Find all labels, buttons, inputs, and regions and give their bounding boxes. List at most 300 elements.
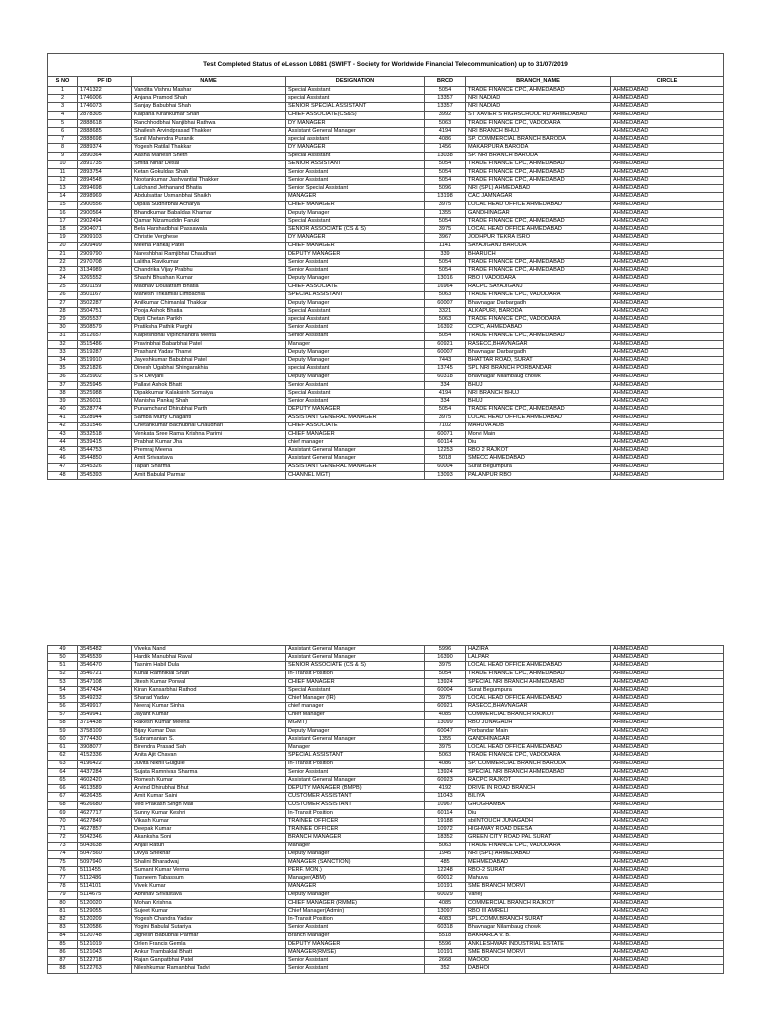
header-pfid: PF ID xyxy=(78,77,132,87)
table-row xyxy=(48,744,724,752)
cell-sno: 69 xyxy=(48,809,78,817)
cell-brcd: 60004 xyxy=(425,463,466,471)
table-row xyxy=(48,463,724,471)
cell-circle: AHMEDABAD xyxy=(611,686,724,694)
cell-circle: AHMEDABAD xyxy=(611,291,724,299)
cell-sno: 66 xyxy=(48,785,78,793)
cell-branch-name: DABHOI xyxy=(466,965,611,973)
cell-brcd: 5063 xyxy=(425,752,466,760)
cell-branch-name: SME BRANCH MORVI xyxy=(466,948,611,956)
cell-designation: CHIEF MANAGER xyxy=(286,430,425,438)
cell-brcd: 5054 xyxy=(425,332,466,340)
cell-brcd: 13038 xyxy=(425,152,466,160)
cell-branch-name: Bhavnagar Nilambaug chowk xyxy=(466,373,611,381)
cell-branch-name: Bhavnagar Darbargadh xyxy=(466,349,611,357)
cell-circle: AHMEDABAD xyxy=(611,299,724,307)
cell-sno: 75 xyxy=(48,858,78,866)
cell-sno: 54 xyxy=(48,686,78,694)
cell-sno: 70 xyxy=(48,817,78,825)
cell-name: Manisha Pankaj Shah xyxy=(132,398,286,406)
cell-name: Shalini Bharadwaj xyxy=(132,858,286,866)
cell-name: Chetankumar Bachubhai Chaudhari xyxy=(132,422,286,430)
cell-branch-name: Porbandar Main xyxy=(466,727,611,735)
cell-name: Ankur Trambaklal Bhatt xyxy=(132,948,286,956)
cell-name: Sumant Kumar Verma xyxy=(132,867,286,875)
table-row xyxy=(48,719,724,727)
cell-designation: Deputy Manager xyxy=(286,373,425,381)
table-row xyxy=(48,193,724,201)
cell-designation: Senior Assistant xyxy=(286,177,425,185)
cell-sno: 42 xyxy=(48,422,78,430)
cell-branch-name: NRI (SPL) AHMEDABAD xyxy=(466,850,611,858)
cell-pf-id: 3515486 xyxy=(78,340,132,348)
table-row xyxy=(48,809,724,817)
cell-circle: AHMEDABAD xyxy=(611,867,724,875)
cell-designation: CHANNEL MGT) xyxy=(286,471,425,479)
cell-brcd: 3975 xyxy=(425,201,466,209)
cell-circle: AHMEDABAD xyxy=(611,924,724,932)
cell-name: Pooja Ashok Bhatia xyxy=(132,308,286,316)
cell-designation: Chief Manager(Admin) xyxy=(286,908,425,916)
cell-name: Sujata Ramnivas Sharma xyxy=(132,768,286,776)
cell-sno: 77 xyxy=(48,875,78,883)
cell-brcd: 1456 xyxy=(425,144,466,152)
table-header-row xyxy=(48,77,724,87)
cell-pf-id: 3265552 xyxy=(78,275,132,283)
cell-sno: 40 xyxy=(48,406,78,414)
cell-brcd: 16964 xyxy=(425,283,466,291)
cell-sno: 32 xyxy=(48,340,78,348)
cell-sno: 45 xyxy=(48,447,78,455)
cell-brcd: 5054 xyxy=(425,177,466,185)
cell-circle: AHMEDABAD xyxy=(611,965,724,973)
cell-sno: 30 xyxy=(48,324,78,332)
cell-sno: 51 xyxy=(48,662,78,670)
cell-designation: Deputy Manager xyxy=(286,209,425,217)
table-row xyxy=(48,218,724,226)
cell-branch-name: Bhavnagar Nilambaug chowk xyxy=(466,924,611,932)
cell-brcd: 4194 xyxy=(425,389,466,397)
cell-designation: Special Assistant xyxy=(286,308,425,316)
cell-brcd: 7102 xyxy=(425,422,466,430)
cell-brcd: 2668 xyxy=(425,957,466,965)
cell-name: Sanjay Babubhai Shah xyxy=(132,103,286,111)
table-row xyxy=(48,316,724,324)
status-table-bottom xyxy=(47,645,724,974)
table-row xyxy=(48,275,724,283)
cell-sno: 39 xyxy=(48,398,78,406)
cell-circle: AHMEDABAD xyxy=(611,793,724,801)
cell-circle: AHMEDABAD xyxy=(611,275,724,283)
table-row xyxy=(48,760,724,768)
cell-designation: Senior Assistant xyxy=(286,965,425,973)
cell-pf-id: 3549232 xyxy=(78,695,132,703)
cell-designation: MANAGER (SANCTION) xyxy=(286,858,425,866)
table-row xyxy=(48,924,724,932)
cell-branch-name: COMMERCIAL BRANCH RAJKOT xyxy=(466,711,611,719)
cell-branch-name: BAKHARLA V. B. xyxy=(466,932,611,940)
cell-designation: DEPUTY MANAGER xyxy=(286,250,425,258)
cell-pf-id: 5120586 xyxy=(78,924,132,932)
cell-branch-name: TRADE FINANCE CPC, VADODARA xyxy=(466,842,611,850)
cell-sno: 76 xyxy=(48,867,78,875)
cell-branch-name: TRADE FINANCE CPC, VADODARA xyxy=(466,291,611,299)
cell-designation: Senior Assistant xyxy=(286,168,425,176)
cell-circle: AHMEDABAD xyxy=(611,87,724,95)
cell-branch-name: TRADE FINANCE CPC, AHMEDABAD xyxy=(466,670,611,678)
cell-designation: TRAINEE OFFICER xyxy=(286,826,425,834)
cell-pf-id: 3502287 xyxy=(78,299,132,307)
cell-name: Nileshkumar Ramanbhai Tadvi xyxy=(132,965,286,973)
cell-circle: AHMEDABAD xyxy=(611,439,724,447)
cell-designation: In-Transit Position xyxy=(286,760,425,768)
cell-name: Deepak Kumar xyxy=(132,826,286,834)
cell-circle: AHMEDABAD xyxy=(611,777,724,785)
cell-branch-name: TRADE FINANCE CPC, AHMEDABAD xyxy=(466,168,611,176)
cell-pf-id: 3519287 xyxy=(78,349,132,357)
table-row xyxy=(48,439,724,447)
cell-name: S R Devjani xyxy=(132,373,286,381)
cell-name: Jayeshkumar Babubhai Patel xyxy=(132,357,286,365)
cell-branch-name: TRADE FINANCE CPC, AHMEDABAD xyxy=(466,160,611,168)
cell-designation: Manager xyxy=(286,340,425,348)
cell-name: Abhinav Srivastava xyxy=(132,891,286,899)
cell-designation: Senior Assistant xyxy=(286,324,425,332)
cell-designation: Deputy Manager xyxy=(286,299,425,307)
cell-brcd: 5063 xyxy=(425,119,466,127)
table-row xyxy=(48,365,724,373)
cell-circle: AHMEDABAD xyxy=(611,316,724,324)
cell-designation: ASSISTANT GENERAL MANAGER xyxy=(286,463,425,471)
cell-circle: AHMEDABAD xyxy=(611,136,724,144)
cell-branch-name: SPL.COMM.BRANCH SURAT xyxy=(466,916,611,924)
cell-circle: AHMEDABAD xyxy=(611,422,724,430)
cell-pf-id: 3532518 xyxy=(78,430,132,438)
cell-branch-name: RACPC SAYAJIGANJ xyxy=(466,283,611,291)
cell-name: Yogesh Chandra Yadav xyxy=(132,916,286,924)
cell-designation: special assistant xyxy=(286,136,425,144)
cell-name: Divya Shekhar xyxy=(132,850,286,858)
cell-designation: Assistant General Manager xyxy=(286,455,425,463)
cell-branch-name: JODHPUR TEKRA ISRO xyxy=(466,234,611,242)
cell-brcd: 5996 xyxy=(425,646,466,654)
cell-sno: 57 xyxy=(48,711,78,719)
table-row xyxy=(48,349,724,357)
cell-circle: AHMEDABAD xyxy=(611,785,724,793)
cell-sno: 9 xyxy=(48,152,78,160)
cell-pf-id: 2894548 xyxy=(78,177,132,185)
cell-circle: AHMEDABAD xyxy=(611,226,724,234)
cell-name: Romesh Kumar xyxy=(132,777,286,785)
cell-designation: chief manager xyxy=(286,439,425,447)
table-row xyxy=(48,422,724,430)
table-row xyxy=(48,916,724,924)
cell-pf-id: 4627717 xyxy=(78,809,132,817)
cell-sno: 4 xyxy=(48,111,78,119)
cell-designation: BRANCH MANAGER xyxy=(286,834,425,842)
table-row xyxy=(48,752,724,760)
cell-brcd: 1355 xyxy=(425,736,466,744)
cell-pf-id: 3546470 xyxy=(78,662,132,670)
cell-brcd: 3975 xyxy=(425,662,466,670)
cell-pf-id: 2904071 xyxy=(78,226,132,234)
cell-pf-id: 5114101 xyxy=(78,883,132,891)
cell-pf-id: 2909103 xyxy=(78,234,132,242)
table-row xyxy=(48,267,724,275)
cell-brcd: 12248 xyxy=(425,867,466,875)
cell-brcd: 13016 xyxy=(425,275,466,283)
cell-name: Orlen Francis Gemla xyxy=(132,940,286,948)
cell-branch-name: RBO-2 SURAT xyxy=(466,867,611,875)
cell-circle: AHMEDABAD xyxy=(611,111,724,119)
cell-branch-name: MAOOD xyxy=(466,957,611,965)
cell-name: Anita Ajit Chavan xyxy=(132,752,286,760)
cell-branch-name: CAC JAMNAGAR xyxy=(466,193,611,201)
cell-name: Vikash Kumar xyxy=(132,817,286,825)
table-row xyxy=(48,381,724,389)
cell-brcd: 485 xyxy=(425,858,466,866)
table-row xyxy=(48,332,724,340)
cell-circle: AHMEDABAD xyxy=(611,809,724,817)
cell-pf-id: 4613589 xyxy=(78,785,132,793)
cell-circle: AHMEDABAD xyxy=(611,324,724,332)
cell-name: Vivek Kumar xyxy=(132,883,286,891)
cell-brcd: 3992 xyxy=(425,111,466,119)
cell-brcd: 60029 xyxy=(425,891,466,899)
cell-designation: Special Assistant xyxy=(286,389,425,397)
table-row xyxy=(48,447,724,455)
cell-brcd: 5054 xyxy=(425,160,466,168)
table-row xyxy=(48,695,724,703)
cell-sno: 68 xyxy=(48,801,78,809)
table-row xyxy=(48,136,724,144)
table-row xyxy=(48,234,724,242)
cell-pf-id: 3525945 xyxy=(78,381,132,389)
cell-name: Subramanian S. xyxy=(132,736,286,744)
cell-sno: 17 xyxy=(48,218,78,226)
cell-sno: 53 xyxy=(48,678,78,686)
cell-designation: Assistant General Manager xyxy=(286,127,425,135)
cell-sno: 88 xyxy=(48,965,78,973)
cell-branch-name: RASECC,BHAVNAGAR xyxy=(466,340,611,348)
cell-sno: 31 xyxy=(48,332,78,340)
cell-circle: AHMEDABAD xyxy=(611,349,724,357)
table-row xyxy=(48,455,724,463)
cell-designation: MANAGER xyxy=(286,883,425,891)
cell-sno: 3 xyxy=(48,103,78,111)
cell-name: Bhandkumar Babaldas Khamar xyxy=(132,209,286,217)
cell-circle: AHMEDABAD xyxy=(611,957,724,965)
cell-designation: CUSTOMER ASSISTANT xyxy=(286,801,425,809)
cell-circle: AHMEDABAD xyxy=(611,916,724,924)
cell-name: Bijay Kumar Das xyxy=(132,727,286,735)
cell-sno: 36 xyxy=(48,373,78,381)
cell-branch-name: LOCAL HEAD OFFICE AHMEDABAD xyxy=(466,695,611,703)
cell-branch-name: NRI NADIAD xyxy=(466,95,611,103)
cell-pf-id: 5112486 xyxy=(78,875,132,883)
table-row xyxy=(48,711,724,719)
cell-sno: 73 xyxy=(48,842,78,850)
cell-designation: Chief Manager xyxy=(286,711,425,719)
cell-branch-name: Morvi Main xyxy=(466,430,611,438)
report-title-row xyxy=(48,54,724,77)
cell-sno: 15 xyxy=(48,201,78,209)
cell-sno: 33 xyxy=(48,349,78,357)
table-row xyxy=(48,406,724,414)
cell-designation: special Assistant xyxy=(286,365,425,373)
cell-circle: AHMEDABAD xyxy=(611,430,724,438)
cell-sno: 79 xyxy=(48,891,78,899)
cell-designation: Senior Assistant xyxy=(286,258,425,266)
cell-branch-name: ANKLESHWAR INDUSTRIAL ESTATE xyxy=(466,940,611,948)
cell-pf-id: 3521826 xyxy=(78,365,132,373)
cell-pf-id: 3549917 xyxy=(78,703,132,711)
cell-designation: Senior Assistant xyxy=(286,381,425,389)
cell-brcd: 16390 xyxy=(425,654,466,662)
cell-designation: Senior Assistant xyxy=(286,768,425,776)
cell-designation: CHIEF ASSOCIATE xyxy=(286,422,425,430)
cell-designation: PERF. MON.) xyxy=(286,867,425,875)
table-row xyxy=(48,948,724,956)
cell-name: Tasneem Tabassum xyxy=(132,875,286,883)
cell-circle: AHMEDABAD xyxy=(611,406,724,414)
cell-circle: AHMEDABAD xyxy=(611,646,724,654)
cell-circle: AHMEDABAD xyxy=(611,744,724,752)
cell-designation: SENIOR ASSOCIATE (CS & S) xyxy=(286,226,425,234)
cell-branch-name: RBO III AMRELI xyxy=(466,908,611,916)
cell-designation: Deputy Manager xyxy=(286,727,425,735)
cell-name: Ved Prakash Singh Mali xyxy=(132,801,286,809)
cell-pf-id: 5097940 xyxy=(78,858,132,866)
table-row xyxy=(48,932,724,940)
cell-pf-id: 3545482 xyxy=(78,646,132,654)
cell-sno: 49 xyxy=(48,646,78,654)
cell-brcd: 334 xyxy=(425,398,466,406)
cell-brcd: 13099 xyxy=(425,719,466,727)
cell-pf-id: 4437284 xyxy=(78,768,132,776)
cell-name: Anjali Raturi xyxy=(132,842,286,850)
cell-brcd: 3321 xyxy=(425,308,466,316)
cell-circle: AHMEDABAD xyxy=(611,826,724,834)
cell-circle: AHMEDABAD xyxy=(611,768,724,776)
cell-pf-id: 5042346 xyxy=(78,834,132,842)
table-row xyxy=(48,283,724,291)
cell-branch-name: BHATTAR ROAD, SURAT xyxy=(466,357,611,365)
cell-sno: 26 xyxy=(48,291,78,299)
cell-sno: 14 xyxy=(48,193,78,201)
cell-sno: 10 xyxy=(48,160,78,168)
cell-branch-name: PALANPUR RBO xyxy=(466,471,611,479)
cell-name: Premraj Meena xyxy=(132,447,286,455)
table-row xyxy=(48,340,724,348)
cell-brcd: 60921 xyxy=(425,340,466,348)
table-row xyxy=(48,727,724,735)
cell-brcd: 60047 xyxy=(425,727,466,735)
cell-brcd: 18352 xyxy=(425,834,466,842)
cell-name: Nareshbhai Ramjibhai Chaudhari xyxy=(132,250,286,258)
cell-designation: Senior Assistant xyxy=(286,267,425,275)
cell-brcd: 334 xyxy=(425,381,466,389)
cell-name: Amit Babulal Parmar xyxy=(132,471,286,479)
table-row xyxy=(48,242,724,250)
table-row xyxy=(48,646,724,654)
table-row xyxy=(48,908,724,916)
cell-pf-id: 3547108 xyxy=(78,678,132,686)
table-row xyxy=(48,662,724,670)
cell-circle: AHMEDABAD xyxy=(611,695,724,703)
header-circle: CIRCLE xyxy=(611,77,724,87)
cell-brcd: 4194 xyxy=(425,127,466,135)
cell-sno: 48 xyxy=(48,471,78,479)
cell-name: Kiran Kansarbhai Rathod xyxy=(132,686,286,694)
cell-sno: 85 xyxy=(48,940,78,948)
cell-sno: 23 xyxy=(48,267,78,275)
cell-brcd: 5096 xyxy=(425,185,466,193)
cell-brcd: 5054 xyxy=(425,218,466,226)
cell-brcd: 11043 xyxy=(425,793,466,801)
cell-designation: Special Assistant xyxy=(286,218,425,226)
cell-designation: SENIOR ASSISTANT xyxy=(286,160,425,168)
cell-pf-id: 2909499 xyxy=(78,242,132,250)
cell-designation: Deputy Manager xyxy=(286,275,425,283)
cell-pf-id: 2878305 xyxy=(78,111,132,119)
cell-designation: Chief Manager (IR) xyxy=(286,695,425,703)
cell-pf-id: 3508579 xyxy=(78,324,132,332)
table-row xyxy=(48,185,724,193)
cell-designation: Assistant General Manager xyxy=(286,646,425,654)
cell-name: Punamchand Dhirubhai Parth xyxy=(132,406,286,414)
cell-pf-id: 2970708 xyxy=(78,258,132,266)
cell-sno: 56 xyxy=(48,703,78,711)
cell-name: Arvind Dhirubhai Bhut xyxy=(132,785,286,793)
cell-designation: TRAINEE OFFICER xyxy=(286,817,425,825)
table-row xyxy=(48,703,724,711)
cell-pf-id: 4626680 xyxy=(78,801,132,809)
cell-branch-name: DRIVE IN ROAD BRANCH xyxy=(466,785,611,793)
table-row xyxy=(48,258,724,266)
cell-name: Juvita Nikhil Gulgule xyxy=(132,760,286,768)
cell-designation: MGMT) xyxy=(286,719,425,727)
cell-circle: AHMEDABAD xyxy=(611,932,724,940)
cell-pf-id: 3512657 xyxy=(78,332,132,340)
cell-name: Neeraj Kumar Sinha xyxy=(132,703,286,711)
cell-brcd: 10191 xyxy=(425,948,466,956)
cell-sno: 55 xyxy=(48,695,78,703)
cell-sno: 6 xyxy=(48,127,78,135)
cell-pf-id: 5122718 xyxy=(78,957,132,965)
cell-pf-id: 3714438 xyxy=(78,719,132,727)
cell-brcd: 3975 xyxy=(425,414,466,422)
header-sno: S NO xyxy=(48,77,78,87)
cell-branch-name: ALKAPURI, BARODA xyxy=(466,308,611,316)
cell-sno: 50 xyxy=(48,654,78,662)
cell-pf-id: 5043638 xyxy=(78,842,132,850)
cell-circle: AHMEDABAD xyxy=(611,258,724,266)
cell-pf-id: 3528774 xyxy=(78,406,132,414)
cell-circle: AHMEDABAD xyxy=(611,883,724,891)
cell-circle: AHMEDABAD xyxy=(611,283,724,291)
cell-sno: 20 xyxy=(48,242,78,250)
cell-circle: AHMEDABAD xyxy=(611,242,724,250)
cell-designation: Deputy Manager xyxy=(286,850,425,858)
cell-branch-name: Mahuva xyxy=(466,875,611,883)
cell-pf-id: 3539415 xyxy=(78,439,132,447)
cell-pf-id: 1746006 xyxy=(78,95,132,103)
cell-brcd: 4086 xyxy=(425,760,466,768)
cell-branch-name: GHOGHAMBA xyxy=(466,801,611,809)
cell-designation: In-Transit Position xyxy=(286,809,425,817)
cell-brcd: 5054 xyxy=(425,406,466,414)
